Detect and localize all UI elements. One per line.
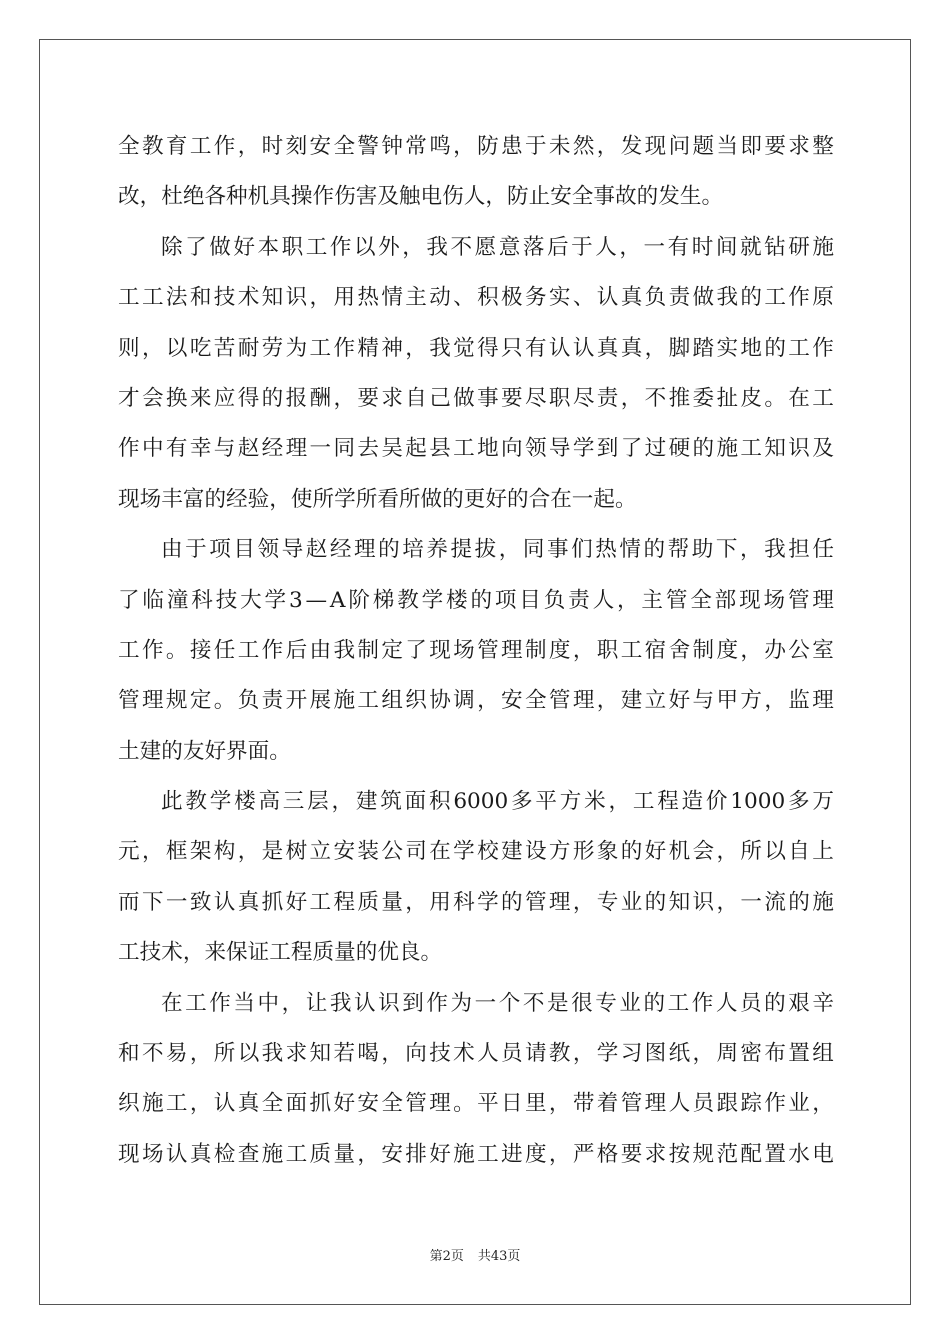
text-line: 工 技 术 ， 来 保 证 工 程 质 量 的 优 良 。	[118, 940, 443, 966]
paragraph	[118, 223, 834, 525]
paragraph	[118, 525, 834, 777]
text-line: 管 理 规 定 。 负 责 开 展 施 工 组 织 协 调 ， 安 全 管 理 ， 建 立 好 与 甲 方 ， 监 理	[118, 688, 834, 714]
text-line: 除 了 做 好 本 职 工 作 以 外 ， 我 不 愿 意 落 后 于 人 ， 一 有 时 间 就 钻 研 施	[161, 234, 834, 260]
page-number: 第2页	[429, 1249, 464, 1264]
text-line: 改 ， 杜 绝 各 种 机 具 操 作 伤 害 及 触 电 伤 人 ， 防 止 安 全 事 故 的 发 生 。	[118, 184, 724, 210]
text-line: 则 ， 以 吃 苦 耐 劳 为 工 作 精 神 ， 我 觉 得 只 有 认 认 真 真 ， 脚 踏 实 地 的 工 作	[118, 335, 834, 361]
text-line: 现 场 认 真 检 查 施 工 质 量 ， 安 排 好 施 工 进 度 ， 严 格 要 求 按 规 范 配 置 水 电	[118, 1141, 834, 1167]
text-line: 了 临 潼 科 技 大 学 3 — A 阶 梯 教 学 楼 的 项 目 负 责 人 ， 主 管 全 部 现 场 管 理	[118, 587, 834, 613]
page-total: 共43页	[477, 1249, 521, 1264]
text-line: 土 建 的 友 好 界 面 。	[118, 738, 291, 764]
text-line: 和 不 易 ， 所 以 我 求 知 若 喝 ， 向 技 术 人 员 请 教 ， 学 习 图 纸 ， 周 密 布 置 组	[118, 1041, 834, 1067]
text-line: 工 工 法 和 技 术 知 识 ， 用 热 情 主 动 、 积 极 务 实 、 认 真 负 责 做 我 的 工 作 原	[118, 285, 834, 311]
text-line: 在 工 作 当 中 ， 让 我 认 识 到 作 为 一 个 不 是 很 专 业 的 工 作 人 员 的 艰 辛	[161, 990, 834, 1016]
text-line: 此 教 学 楼 高 三 层 ， 建 筑 面 积 6000 多 平 方 米 ， 工 程 造 价 1000 多 万	[161, 789, 834, 815]
text-line: 而 下 一 致 认 真 抓 好 工 程 质 量 ， 用 科 学 的 管 理 ， 专 业 的 知 识 ， 一 流 的 施	[118, 889, 834, 915]
text-line: 现 场 丰 富 的 经 验 ， 使 所 学 所 看 所 做 的 更 好 的 合 在 一 起 。	[118, 486, 637, 512]
text-line: 作 中 有 幸 与 赵 经 理 一 同 去 吴 起 县 工 地 向 领 导 学 到 了 过 硬 的 施 工 知 识 及	[118, 436, 834, 462]
paragraph	[118, 777, 834, 979]
page-footer	[0, 1245, 950, 1264]
paragraph	[118, 979, 834, 1181]
paragraph	[118, 122, 834, 223]
document-body	[118, 122, 834, 1180]
text-line: 由 于 项 目 领 导 赵 经 理 的 培 养 提 拔 ， 同 事 们 热 情 的 帮 助 下 ， 我 担 任	[161, 537, 834, 563]
text-line: 才 会 换 来 应 得 的 报 酬 ， 要 求 自 己 做 事 要 尽 职 尽 责 ， 不 推 委 扯 皮 。 在 工	[118, 385, 834, 411]
text-line: 织 施 工 ， 认 真 全 面 抓 好 安 全 管 理 。 平 日 里 ， 带 着 管 理 人 员 跟 踪 作 业 ，	[118, 1091, 834, 1117]
text-line: 全 教 育 工 作 ， 时 刻 安 全 警 钟 常 鸣 ， 防 患 于 未 然 ， 发 现 问 题 当 即 要 求 整	[118, 134, 834, 159]
text-line: 元 ， 框 架 构 ， 是 树 立 安 装 公 司 在 学 校 建 设 方 形 象 的 好 机 会 ， 所 以 自 上	[118, 839, 834, 865]
text-line: 工 作 。 接 任 工 作 后 由 我 制 定 了 现 场 管 理 制 度 ， 职 工 宿 舍 制 度 ， 办 公 室	[118, 637, 834, 663]
